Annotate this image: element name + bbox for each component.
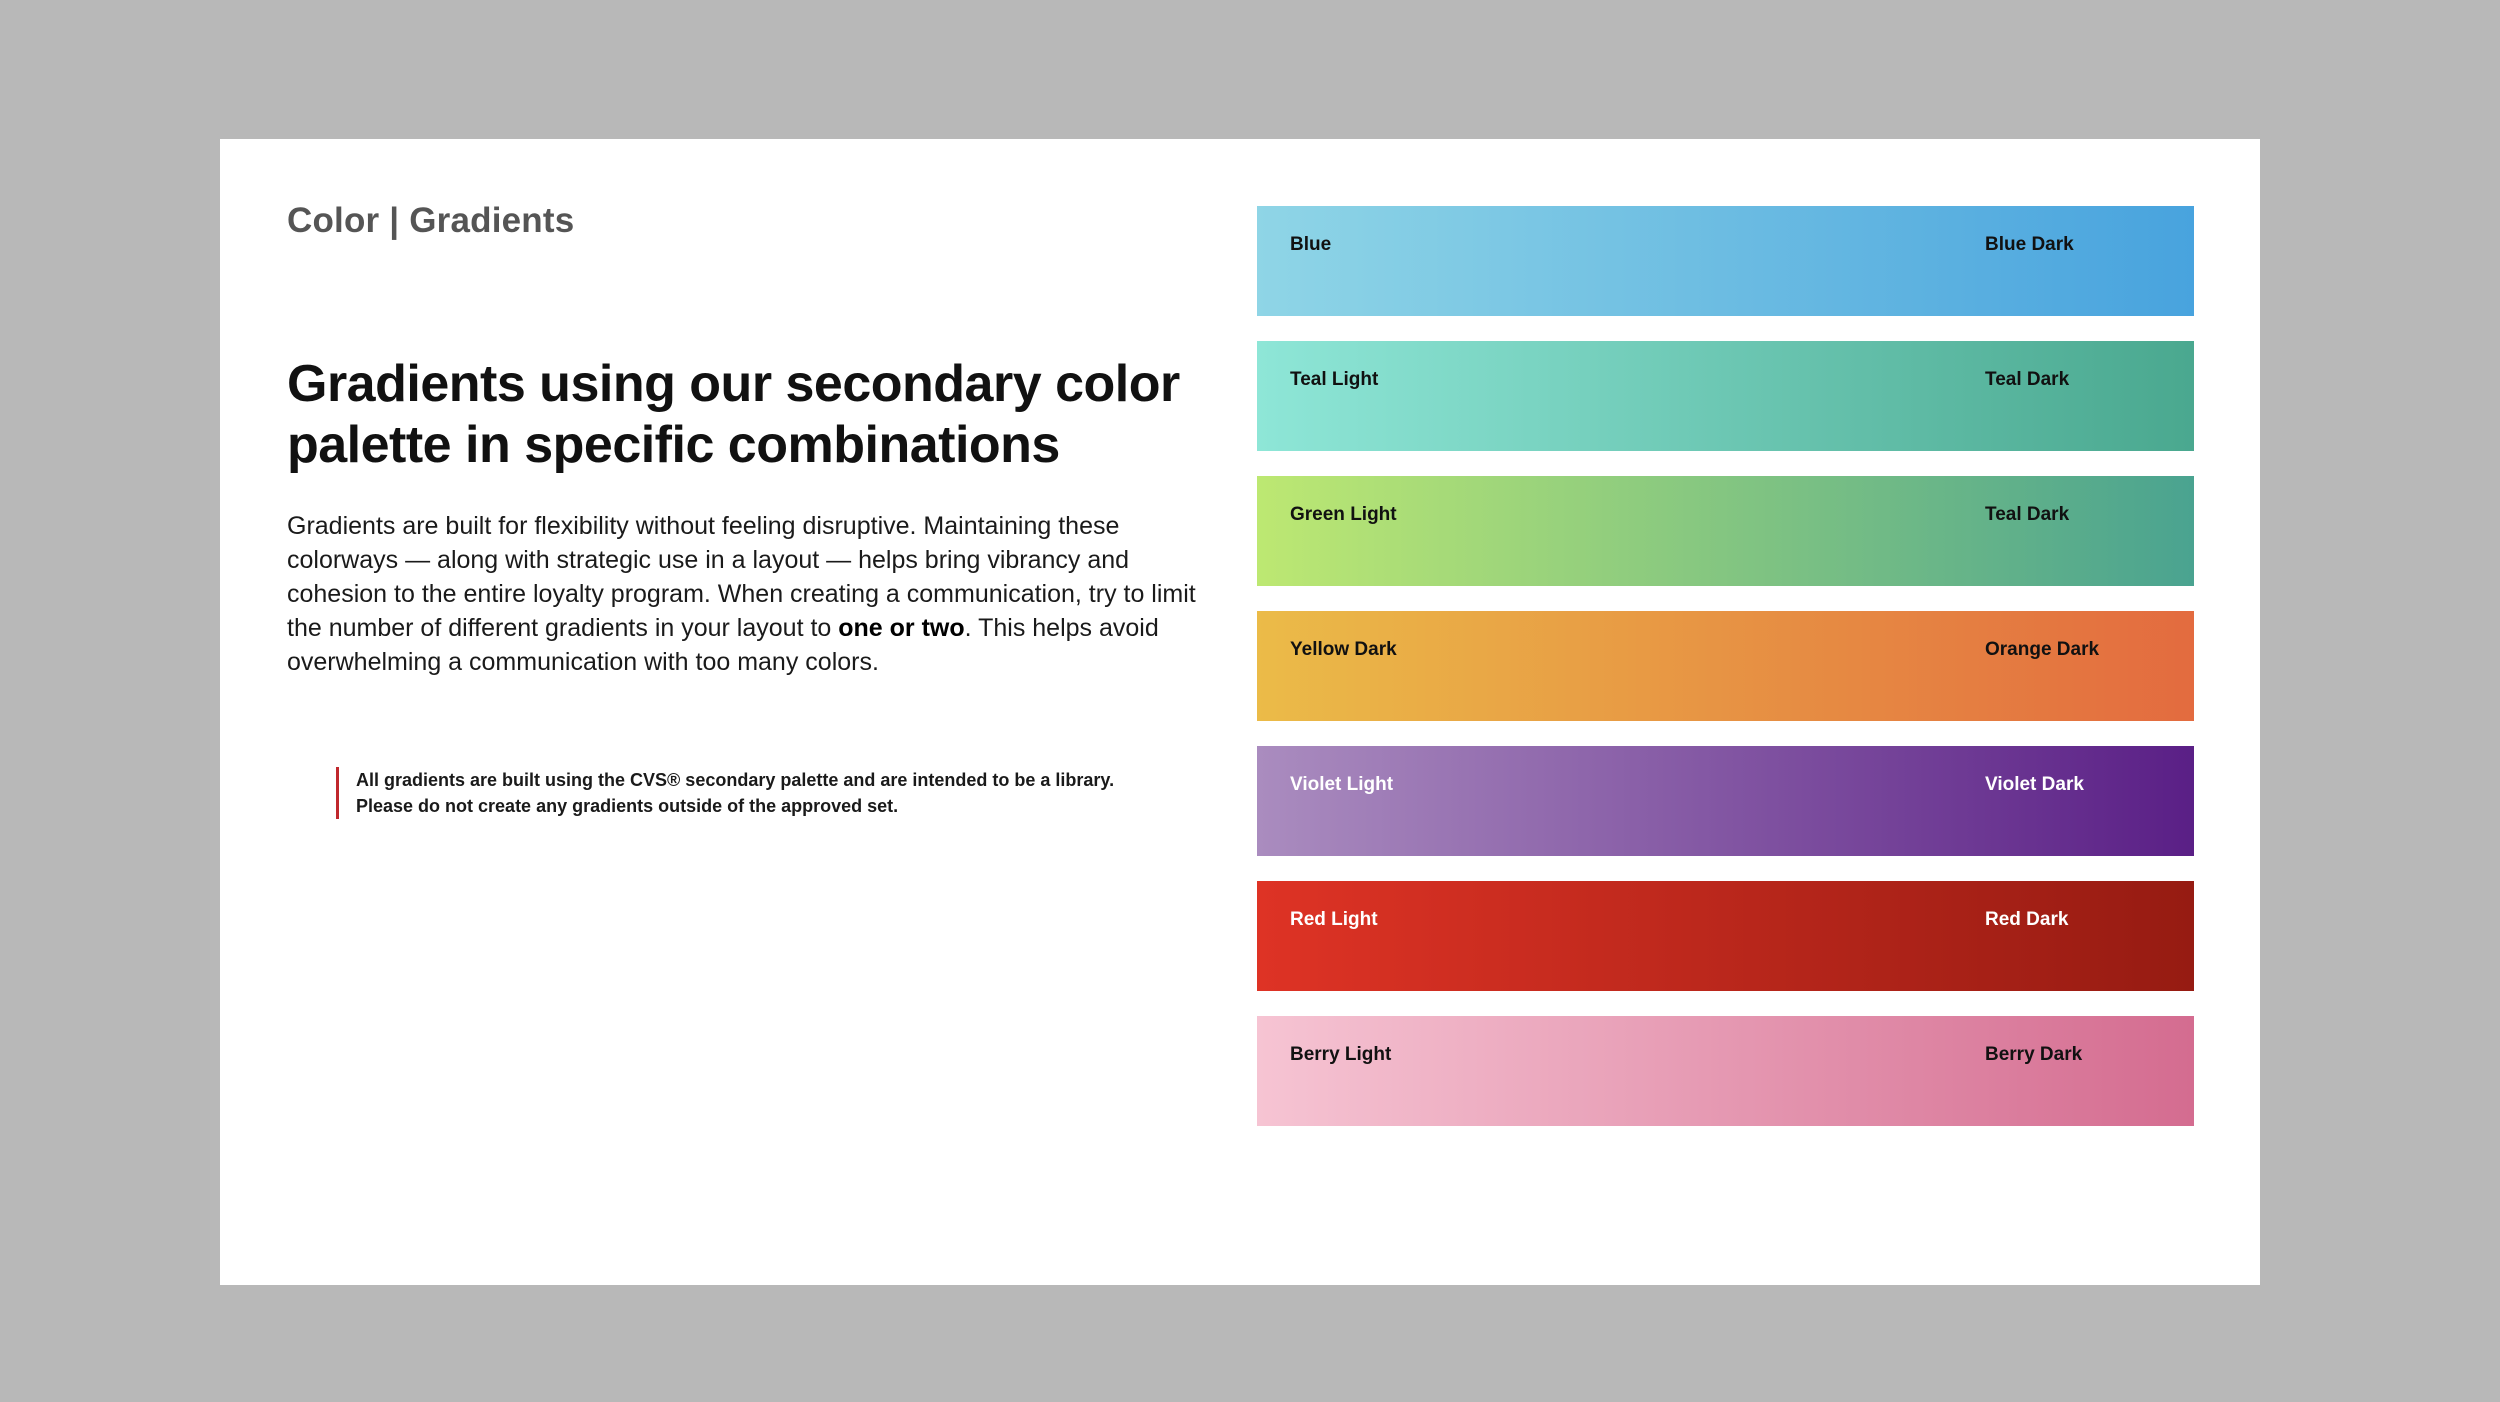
gradient-start-label: Yellow Dark bbox=[1290, 639, 1397, 660]
gradient-swatch-yellow-orange bbox=[1257, 611, 2194, 721]
callout-note bbox=[336, 767, 1176, 819]
gradient-start-label: Blue bbox=[1290, 234, 1332, 255]
callout-line-2: Please do not create any gradients outside of the approved set. bbox=[356, 796, 899, 816]
callout-line-1: All gradients are built using the CVS® secondary palette and are intended to be a library. bbox=[356, 770, 1115, 790]
gradient-swatch-teal bbox=[1257, 341, 2194, 451]
body-paragraph bbox=[287, 509, 1197, 679]
gradient-end-label: Teal Dark bbox=[1985, 504, 2070, 525]
gradient-start-label: Violet Light bbox=[1290, 774, 1394, 795]
gradient-swatch-green-teal bbox=[1257, 476, 2194, 586]
gradient-end-label: Berry Dark bbox=[1985, 1044, 2083, 1065]
section-label: Color | Gradients bbox=[287, 201, 575, 240]
gradient-swatch-list bbox=[1257, 206, 2194, 1151]
gradient-start-label: Green Light bbox=[1290, 504, 1397, 525]
gradient-swatch-blue bbox=[1257, 206, 2194, 316]
gradient-start-label: Red Light bbox=[1290, 909, 1378, 930]
body-text-start: Gradients are built for flexibility without feeling disruptive. Maintaining these colorways — along with strategic use in a layout — helps bring vibrancy and cohesion to the entire loyalty program. When creating a communication, try to limit the number of different gradients in your layout to bbox=[287, 512, 1196, 642]
body-text-emphasis: one or two bbox=[838, 614, 965, 642]
gradient-end-label: Orange Dark bbox=[1985, 639, 2100, 660]
gradient-swatch-berry bbox=[1257, 1016, 2194, 1126]
gradient-swatch-violet bbox=[1257, 746, 2194, 856]
page-title: Gradients using our secondary color palette in specific combinations bbox=[287, 355, 1180, 474]
gradient-start-label: Teal Light bbox=[1290, 369, 1379, 390]
gradient-swatch-red bbox=[1257, 881, 2194, 991]
slide bbox=[220, 139, 2260, 1285]
gradient-start-label: Berry Light bbox=[1290, 1044, 1392, 1065]
gradient-end-label: Violet Dark bbox=[1985, 774, 2084, 795]
body-text-end: . This helps avoid overwhelming a communication with too many colors. bbox=[287, 614, 1159, 676]
gradient-end-label: Red Dark bbox=[1985, 909, 2069, 930]
gradient-end-label: Teal Dark bbox=[1985, 369, 2070, 390]
gradient-end-label: Blue Dark bbox=[1985, 234, 2074, 255]
